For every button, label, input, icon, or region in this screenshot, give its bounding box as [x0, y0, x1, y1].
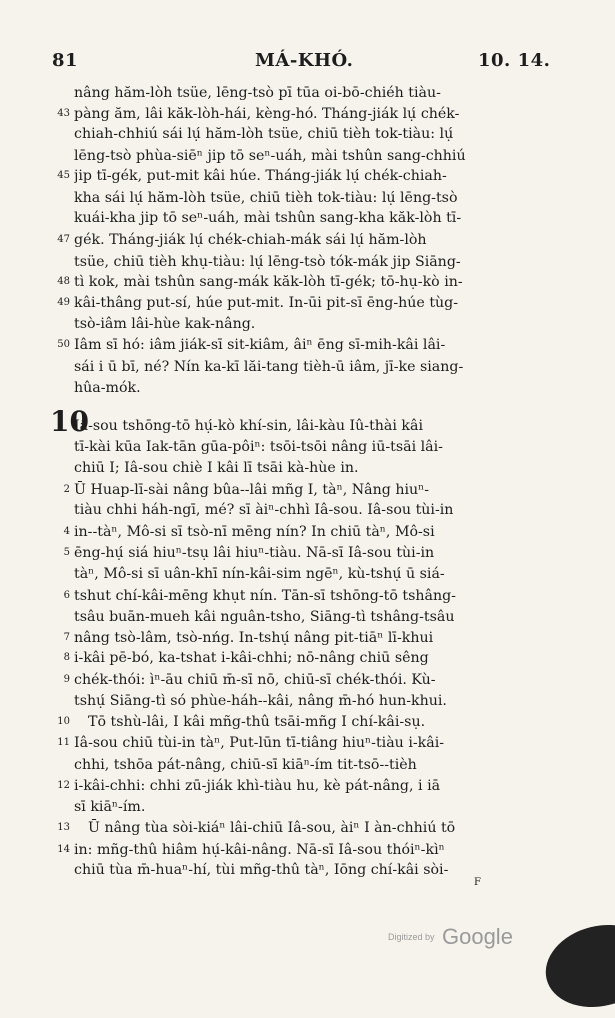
verse-number: 50 [57, 339, 70, 350]
verse-number: 12 [57, 780, 70, 791]
text-line: tshụ́ Siāng-tì só phùe-háh--kâi, nâng m̄-hó hun-khui. [74, 693, 447, 709]
text-line: gék. Tháng-jiák lụ́ chék-chiah-mák sái lụ́ hăm-lòh [74, 232, 427, 248]
text-line: chhi, tshōa pát-nâng, chiū-sī kiāⁿ-ím tit-tsō--tièh [74, 757, 417, 773]
verse-number: 7 [63, 632, 70, 643]
verse-number: 11 [57, 737, 70, 748]
text-line: in--tàⁿ, Mô-si sī tsò-nī mēng nín? In chiū tàⁿ, Mô-si [74, 524, 435, 540]
text-line: Iâ-sou tshōng-tō hụ́-kò khí-sin, lâi-kàu Iû-thài kâi [74, 418, 424, 434]
verse-number: 10 [57, 716, 70, 727]
signature-mark: F [474, 877, 481, 888]
text-line: chék-thói: ìⁿ-āu chiū m̄-sī nō, chiū-sī chék-thói. Kù- [74, 672, 436, 688]
verse-number: 2 [63, 484, 70, 495]
watermark-small-text: Digitized by [388, 932, 435, 942]
verse-number: 4 [63, 526, 70, 537]
text-line: tshut chí-kâi-mēng khụt nín. Tān-sī tshōng-tō tshâng- [74, 588, 456, 604]
text-line: nâng hăm-lòh tsüe, lēng-tsò pī tūa oi-bō-chiéh tiàu- [74, 85, 441, 101]
text-line: in: mñg-thû hiâm hụ́-kâi-nâng. Nā-sī Iâ-sou thóiⁿ-kìⁿ [74, 842, 445, 858]
text-line: i-kâi-chhi: chhi zū-jiák khì-tiàu hu, kè pát-nâng, i iā [74, 778, 441, 794]
verse-number: 6 [63, 590, 70, 601]
text-line: tì kok, mài tshûn sang-mák kăk-lòh tī-gék; tō-hụ-kò in- [74, 274, 463, 290]
text-line: tsâu buān-mueh kâi nguân-tsho, Siāng-tì tshâng-tsâu [74, 609, 455, 625]
verse-number: 43 [57, 108, 70, 119]
text-line: kuái-kha jip tō seⁿ-uáh, mài tshûn sang-kha kăk-lòh tī- [74, 210, 462, 226]
text-line: pàng ăm, lâi kăk-lòh-hái, kèng-hó. Tháng-jiák lụ́ chék- [74, 106, 460, 122]
text-line: i-kâi pē-bó, ka-tshat i-kâi-chhi; nō-nâng chiū sêng [74, 650, 429, 666]
chapter-number: 10 [50, 405, 89, 438]
text-line: jip tī-gék, put-mit kâi húe. Tháng-jiák lụ́ chék-chiah- [74, 168, 447, 184]
text-line: lēng-tsò phùa-siēⁿ jip tō seⁿ-uáh, mài tshûn sang-chhiú [74, 148, 466, 164]
text-line: kâi-thâng put-sí, húe put-mit. In-ūi pit-sī ēng-húe tùg- [74, 295, 459, 311]
text-line: Iâ-sou chiū tùi-in tàⁿ, Put-lūn tī-tiâng hiuⁿ-tiàu i-kâi- [74, 735, 445, 751]
text-line: sái i ū bī, né? Nín ka-kī lăi-tang tièh-ū iâm, jī-ke siang- [74, 359, 464, 375]
verse-number: 47 [57, 234, 70, 245]
page-number: 81 [52, 50, 79, 71]
verse-number: 9 [63, 674, 70, 685]
text-line: Iâm sī hó: iâm jiák-sī sit-kiâm, âiⁿ ēng sī-mih-kâi lâi- [74, 337, 446, 353]
verse-number: 49 [57, 297, 70, 308]
page-corner-shadow [537, 914, 615, 1018]
verse-number: 14 [57, 844, 70, 855]
text-line: chiah-chhiú sái lụ́ hăm-lòh tsüe, chiū tièh tok-tiàu: lụ́ [74, 126, 454, 142]
text-line: tsüe, chiū tièh khụ-tiàu: lụ́ lēng-tsò tók-mák jip Siāng- [74, 254, 461, 270]
text-line: chiū I; Iâ-sou chiè I kâi lī tsāi kà-hùe in. [74, 460, 359, 476]
text-line: nâng tsò-lâm, tsò-nńg. In-tshụ́ nâng pit-tiāⁿ lī-khui [74, 630, 434, 646]
text-line: sī kiāⁿ-ím. [74, 799, 146, 815]
verse-number: 48 [57, 276, 70, 287]
running-title: MÁ-KHÓ. [255, 50, 354, 71]
verse-number: 45 [57, 170, 70, 181]
text-line: chiū tùa m̄-huaⁿ-hí, tùi mñg-thû tàⁿ, Iōng chí-kâi sòi- [74, 862, 449, 878]
verse-number: 8 [63, 652, 70, 663]
verse-number: 5 [63, 547, 70, 558]
text-line: tàⁿ, Mô-si sī uân-khī nín-kâi-sim ngēⁿ, kù-tshụ́ ū siá- [74, 566, 445, 582]
chapter-verse-reference: 10. 14. [478, 50, 551, 71]
verse-number: 13 [57, 822, 70, 833]
text-line: tsò-iâm lâi-hùe kak-nâng. [74, 316, 256, 332]
text-line: tī-kài kūa Iak-tān gūa-pôiⁿ: tsōi-tsōi nâng iū-tsāi lâi- [74, 439, 443, 455]
text-line: Tō tshù-lâi, I kâi mñg-thû tsāi-mñg I chí-kâi-sụ. [88, 714, 426, 730]
text-line: Ū Huap-lī-sài nâng bûa--lâi mñg I, tàⁿ, Nâng hiuⁿ- [74, 482, 430, 498]
text-line: hûa-mók. [74, 380, 141, 396]
text-line: Ū nâng tùa sòi-kiáⁿ lâi-chiū Iâ-sou, àiⁿ I àn-chhiú tō [88, 820, 456, 836]
text-line: ēng-hụ́ siá hiuⁿ-tsụ lâi hiuⁿ-tiàu. Nā-sī Iâ-sou tùi-in [74, 545, 435, 561]
google-logo: Google [441, 924, 513, 949]
digitized-watermark [388, 924, 513, 950]
text-line: kha sái lụ́ hăm-lòh tsüe, chiū tièh tok-tiàu: lụ́ lēng-tsò [74, 190, 458, 206]
text-line: tiàu chhi háh-ngī, mé? sī àiⁿ-chhì Iâ-sou. Iâ-sou tùi-in [74, 502, 454, 518]
